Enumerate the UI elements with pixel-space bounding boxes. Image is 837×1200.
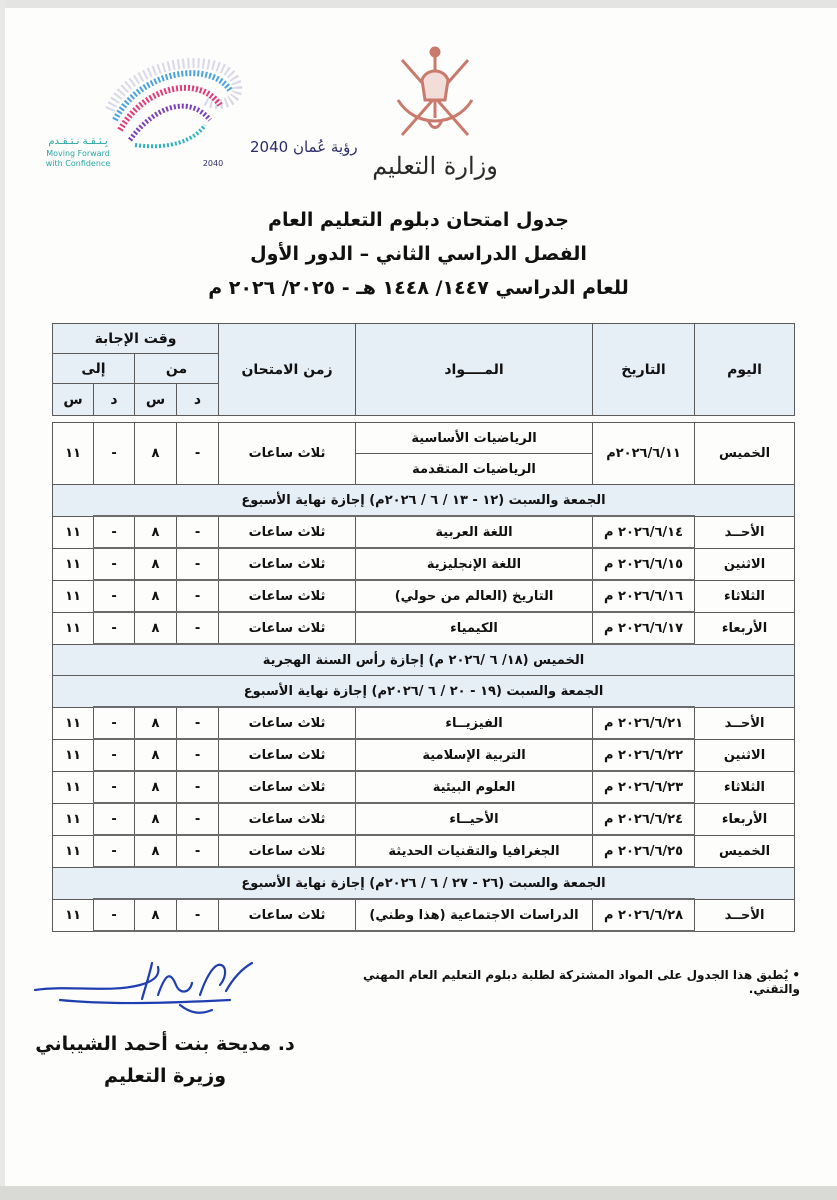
cell-date: ٢٠٢٦/٦/٢٥ م bbox=[593, 835, 695, 867]
cell-subject: التربية الإسلامية bbox=[356, 739, 593, 771]
table-row bbox=[53, 739, 795, 771]
cell-to-minutes: - bbox=[94, 771, 135, 803]
header-from-minutes: د bbox=[177, 384, 219, 416]
header-duration: زمن الامتحان bbox=[219, 324, 356, 416]
cell-day: الأحــد bbox=[695, 707, 795, 739]
cell-from-minutes: - bbox=[177, 612, 219, 644]
cell-day: الثلاثاء bbox=[695, 771, 795, 803]
cell-day: الثلاثاء bbox=[695, 580, 795, 612]
cell-to-minutes: - bbox=[94, 548, 135, 580]
cell-date: ٢٠٢٦/٦/١٥ م bbox=[593, 548, 695, 580]
table-row bbox=[53, 423, 795, 454]
cell-subject: التاريخ (العالم من حولي) bbox=[356, 580, 593, 612]
cell-duration: ثلاث ساعات bbox=[219, 771, 356, 803]
cell-to-hours: ١١ bbox=[53, 739, 94, 771]
cell-from-minutes: - bbox=[177, 835, 219, 867]
holiday-text: الجمعة والسبت (٢٦ - ٢٧ / ٦ / ٢٠٢٦م) إجازة نهاية الأسبوع bbox=[53, 867, 795, 899]
cell-to-minutes: - bbox=[94, 516, 135, 548]
cell-subject: الدراسات الاجتماعية (هذا وطني) bbox=[356, 899, 593, 931]
table-row bbox=[53, 899, 795, 931]
table-row bbox=[53, 707, 795, 739]
cell-subject: الرياضيات المتقدمة bbox=[356, 454, 593, 485]
cell-subject: الرياضيات الأساسية bbox=[356, 423, 593, 454]
cell-from-minutes: - bbox=[177, 739, 219, 771]
cell-date: ٢٠٢٦/٦/٢٤ م bbox=[593, 803, 695, 835]
cell-date: ٢٠٢٦/٦/١٦ م bbox=[593, 580, 695, 612]
scan-border-top bbox=[0, 0, 837, 8]
cell-to-minutes: - bbox=[94, 707, 135, 739]
cell-to-minutes: - bbox=[94, 803, 135, 835]
cell-from-hours: ٨ bbox=[135, 423, 177, 485]
cell-duration: ثلاث ساعات bbox=[219, 516, 356, 548]
holiday-row bbox=[53, 644, 795, 676]
cell-to-minutes: - bbox=[94, 739, 135, 771]
cell-from-hours: ٨ bbox=[135, 803, 177, 835]
cell-date: ٢٠٢٦/٦/٢٨ م bbox=[593, 899, 695, 931]
header-day: اليوم bbox=[695, 324, 795, 416]
cell-from-minutes: - bbox=[177, 803, 219, 835]
cell-duration: ثلاث ساعات bbox=[219, 707, 356, 739]
cell-subject: اللغة الإنجليزية bbox=[356, 548, 593, 580]
cell-to-hours: ١١ bbox=[53, 835, 94, 867]
table-row bbox=[53, 516, 795, 548]
signer-name: د. مديحة بنت أحمد الشيباني bbox=[35, 1033, 295, 1055]
table-row bbox=[53, 548, 795, 580]
holiday-text: الخميس (١٨/ ٦ /٢٠٢٦ م) إجازة رأس السنة الهجرية bbox=[53, 644, 795, 676]
cell-to-hours: ١١ bbox=[53, 548, 94, 580]
cell-to-hours: ١١ bbox=[53, 423, 94, 485]
cell-from-minutes: - bbox=[177, 580, 219, 612]
cell-from-hours: ٨ bbox=[135, 899, 177, 931]
cell-duration: ثلاث ساعات bbox=[219, 612, 356, 644]
vision-year: 2040 bbox=[202, 159, 224, 168]
cell-subject: الكيمياء bbox=[356, 612, 593, 644]
holiday-row bbox=[53, 867, 795, 899]
cell-day: الأحــد bbox=[695, 516, 795, 548]
cell-from-hours: ٨ bbox=[135, 835, 177, 867]
cell-date: ٢٠٢٦/٦/٢١ م bbox=[593, 707, 695, 739]
spacer-row bbox=[53, 416, 795, 423]
cell-duration: ثلاث ساعات bbox=[219, 548, 356, 580]
cell-day: الاثنين bbox=[695, 739, 795, 771]
cell-from-hours: ٨ bbox=[135, 771, 177, 803]
cell-day: الأربعاء bbox=[695, 803, 795, 835]
cell-subject: اللغة العربية bbox=[356, 516, 593, 548]
oman-vision-2040-logo bbox=[20, 50, 358, 180]
cell-to-hours: ١١ bbox=[53, 612, 94, 644]
cell-date: ٢٠٢٦/٦/٢٢ م bbox=[593, 739, 695, 771]
cell-subject: الفيزيــاء bbox=[356, 707, 593, 739]
cell-duration: ثلاث ساعات bbox=[219, 423, 356, 485]
cell-from-hours: ٨ bbox=[135, 516, 177, 548]
footnote bbox=[310, 968, 800, 996]
cell-day: الاثنين bbox=[695, 548, 795, 580]
cell-day: الخميس bbox=[695, 423, 795, 485]
cell-subject: الأحيــاء bbox=[356, 803, 593, 835]
holiday-text: الجمعة والسبت (١٢ - ١٣ / ٦ / ٢٠٢٦م) إجازة نهاية الأسبوع bbox=[53, 485, 795, 517]
cell-from-hours: ٨ bbox=[135, 580, 177, 612]
vision-text-ar: رؤية عُمان 2040 bbox=[250, 138, 358, 156]
cell-duration: ثلاث ساعات bbox=[219, 803, 356, 835]
signer-block bbox=[20, 1028, 310, 1092]
header-to: إلى bbox=[53, 354, 135, 384]
title-line-2: الفصل الدراسي الثاني – الدور الأول bbox=[250, 243, 587, 265]
cell-from-hours: ٨ bbox=[135, 707, 177, 739]
cell-date: ٢٠٢٦/٦/١٤ م bbox=[593, 516, 695, 548]
cell-from-minutes: - bbox=[177, 899, 219, 931]
header-date: التاريخ bbox=[593, 324, 695, 416]
cell-date: ٢٠٢٦/٦/١١م bbox=[593, 423, 695, 485]
table-row bbox=[53, 803, 795, 835]
vision-swirl-graphic bbox=[110, 63, 237, 146]
cell-to-minutes: - bbox=[94, 612, 135, 644]
document-header bbox=[0, 203, 837, 305]
cell-to-hours: ١١ bbox=[53, 771, 94, 803]
bullet-icon: • bbox=[792, 968, 800, 982]
holiday-text: الجمعة والسبت (١٩ - ٢٠ / ٦ /٢٠٢٦م) إجازة نهاية الأسبوع bbox=[53, 676, 795, 708]
exam-schedule-table bbox=[52, 323, 795, 932]
cell-from-minutes: - bbox=[177, 548, 219, 580]
cell-from-minutes: - bbox=[177, 771, 219, 803]
vision-tagline-en-1: Moving Forward bbox=[46, 149, 110, 158]
cell-subject: الجغرافيا والتقنيات الحديثة bbox=[356, 835, 593, 867]
cell-day: الأحــد bbox=[695, 899, 795, 931]
header-to-minutes: د bbox=[94, 384, 135, 416]
holiday-row bbox=[53, 676, 795, 708]
cell-subject: العلوم البيئية bbox=[356, 771, 593, 803]
cell-day: الخميس bbox=[695, 835, 795, 867]
footnote-text: يُطبق هذا الجدول على المواد المشتركة لطلبة دبلوم التعليم العام المهني والتقني. bbox=[363, 968, 800, 996]
scan-border-bottom bbox=[0, 1186, 837, 1200]
table-row bbox=[53, 771, 795, 803]
table-row bbox=[53, 835, 795, 867]
signer-title: وزيرة التعليم bbox=[103, 1065, 227, 1087]
title-line-3: للعام الدراسي ١٤٤٧/ ١٤٤٨ هـ - ٢٠٢٥/ ٢٠٢٦ م bbox=[208, 277, 629, 299]
cell-from-hours: ٨ bbox=[135, 612, 177, 644]
table-row bbox=[53, 580, 795, 612]
cell-to-hours: ١١ bbox=[53, 516, 94, 548]
cell-duration: ثلاث ساعات bbox=[219, 739, 356, 771]
header-row bbox=[53, 324, 795, 354]
holiday-row bbox=[53, 485, 795, 517]
cell-to-minutes: - bbox=[94, 835, 135, 867]
table-row bbox=[53, 612, 795, 644]
header-to-hours: س bbox=[53, 384, 94, 416]
cell-from-minutes: - bbox=[177, 707, 219, 739]
cell-to-hours: ١١ bbox=[53, 803, 94, 835]
cell-to-minutes: - bbox=[94, 423, 135, 485]
cell-day: الأربعاء bbox=[695, 612, 795, 644]
cell-from-hours: ٨ bbox=[135, 739, 177, 771]
cell-date: ٢٠٢٦/٦/٢٣ م bbox=[593, 771, 695, 803]
header-from: من bbox=[135, 354, 219, 384]
cell-date: ٢٠٢٦/٦/١٧ م bbox=[593, 612, 695, 644]
cell-to-minutes: - bbox=[94, 899, 135, 931]
cell-to-minutes: - bbox=[94, 580, 135, 612]
cell-duration: ثلاث ساعات bbox=[219, 899, 356, 931]
vision-tagline-en-2: with Confidence bbox=[45, 159, 111, 168]
cell-from-minutes: - bbox=[177, 516, 219, 548]
title-line-1: جدول امتحان دبلوم التعليم العام bbox=[268, 209, 569, 231]
ministry-of-education-logo bbox=[360, 40, 510, 200]
vision-tagline-ar: بِـثـقـة نـتـقـدم bbox=[48, 136, 108, 147]
ministry-name: وزارة التعليم bbox=[372, 152, 498, 180]
header-subjects: المــــواد bbox=[356, 324, 593, 416]
cell-from-hours: ٨ bbox=[135, 548, 177, 580]
header-from-hours: س bbox=[135, 384, 177, 416]
cell-duration: ثلاث ساعات bbox=[219, 835, 356, 867]
cell-to-hours: ١١ bbox=[53, 707, 94, 739]
header-answer-time: وقت الإجابة bbox=[53, 324, 219, 354]
cell-to-hours: ١١ bbox=[53, 899, 94, 931]
oman-emblem-icon bbox=[390, 40, 480, 150]
cell-to-hours: ١١ bbox=[53, 580, 94, 612]
cell-from-minutes: - bbox=[177, 423, 219, 485]
cell-duration: ثلاث ساعات bbox=[219, 580, 356, 612]
scan-border-left bbox=[0, 0, 5, 1200]
handwritten-signature bbox=[30, 955, 270, 1035]
